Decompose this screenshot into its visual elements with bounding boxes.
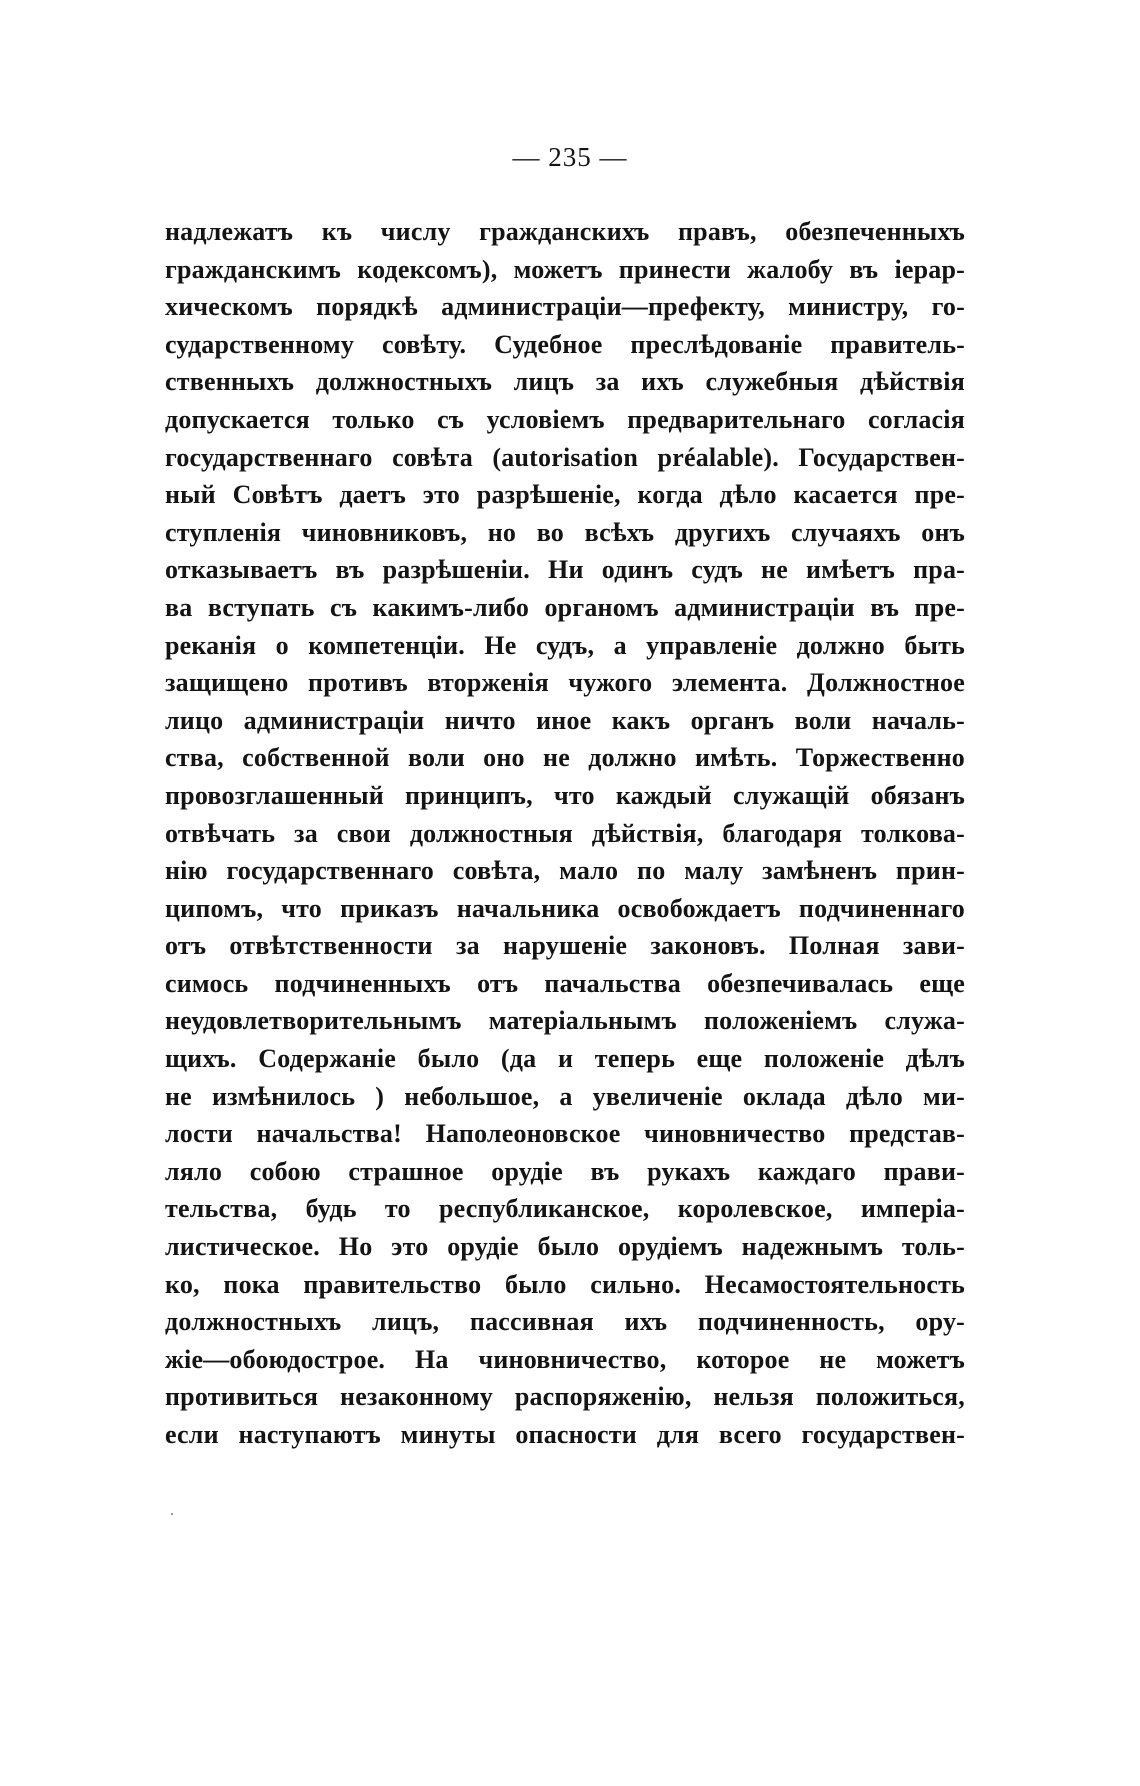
text-line: сударственному совѣту. Судебное преслѣдованiе правитель-: [165, 329, 965, 359]
text-line: противиться незаконному распоряженiю, нельзя положиться,: [165, 1382, 965, 1412]
text-line: ципомъ, что приказъ начальника освобождаетъ подчиненнаго: [165, 893, 965, 923]
text-line: листическое. Но это орудiе было орудiемъ надежнымъ толь-: [165, 1232, 965, 1262]
page-number: — 235 —: [512, 142, 628, 172]
text-line: тельства, будь то республиканское, королевское, имперiа-: [165, 1194, 965, 1224]
text-line: гражданскимъ кодексомъ), можетъ принести жалобу въ iерар-: [165, 254, 965, 284]
text-line: симось подчиненныхъ отъ пачальства обезпечивалась еще: [165, 968, 965, 998]
print-speck: [171, 1513, 173, 1515]
text-line: защищено противъ вторженiя чужого элемента. Должностное: [165, 668, 965, 698]
text-line: жiе—обоюдострое. На чиновничество, которое не можетъ: [165, 1344, 965, 1374]
text-line: отказываетъ въ разрѣшенiи. Ни одинъ судъ не имѣетъ пра-: [165, 555, 965, 585]
text-line: государственнаго совѣта (autorisation préalable). Государствен-: [165, 442, 965, 472]
text-line: неудовлетворительнымъ матерiальнымъ положенiемъ служа-: [165, 1006, 965, 1036]
text-line: ко, пока правительство было сильно. Несамостоятельность: [165, 1269, 965, 1299]
text-line: если наступаютъ минуты опасности для всего государствен-: [165, 1420, 965, 1449]
text-line: лицо администрацiи ничто иное какъ органъ воли началь-: [165, 705, 965, 735]
text-line: ступленiя чиновниковъ, но во всѣхъ другихъ случаяхъ онъ: [165, 517, 965, 547]
text-line: ва вступать съ какимъ-либо органомъ администрацiи въ пре-: [165, 592, 965, 622]
text-line: провозглашенный принципъ, что каждый служащiй обязанъ: [165, 780, 965, 810]
text-line: ный Совѣтъ даетъ это разрѣшенiе, когда дѣло касается пре-: [165, 480, 965, 510]
body-text: [165, 213, 965, 1454]
text-line: надлежатъ къ числу гражданскихъ правъ, обезпеченныхъ: [165, 217, 965, 246]
text-line: должностныхъ лицъ, пассивная ихъ подчиненность, ору-: [165, 1307, 965, 1337]
text-line: ства, собственной воли оно не должно имѣть. Торжественно: [165, 743, 965, 773]
text-line: лости начальства! Наполеоновское чиновничество представ-: [165, 1119, 965, 1149]
text-line: не измѣнилось ) небольшое, а увеличенiе оклада дѣло ми-: [165, 1081, 965, 1111]
text-line: щихъ. Содержанiе было (да и теперь еще положенiе дѣлъ: [165, 1044, 965, 1074]
text-line: отвѣчать за свои должностныя дѣйствiя, благодаря толкова-: [165, 818, 965, 848]
text-line: отъ отвѣтственности за нарушенiе законовъ. Полная зави-: [165, 931, 965, 961]
text-line: ственныхъ должностныхъ лицъ за ихъ служебныя дѣйствiя: [165, 367, 965, 397]
text-line: хическомъ порядкѣ администрацiи—префекту, министру, го-: [165, 292, 965, 322]
text-line: допускается только съ условiемъ предварительнаго согласiя: [165, 404, 965, 434]
text-line: нiю государственнаго совѣта, мало по малу замѣненъ прин-: [165, 856, 965, 886]
text-line: реканiя о компетенцiи. Не судъ, а управленiе должно быть: [165, 630, 965, 660]
text-line: ляло собою страшное орудiе въ рукахъ каждаго прави-: [165, 1156, 965, 1186]
